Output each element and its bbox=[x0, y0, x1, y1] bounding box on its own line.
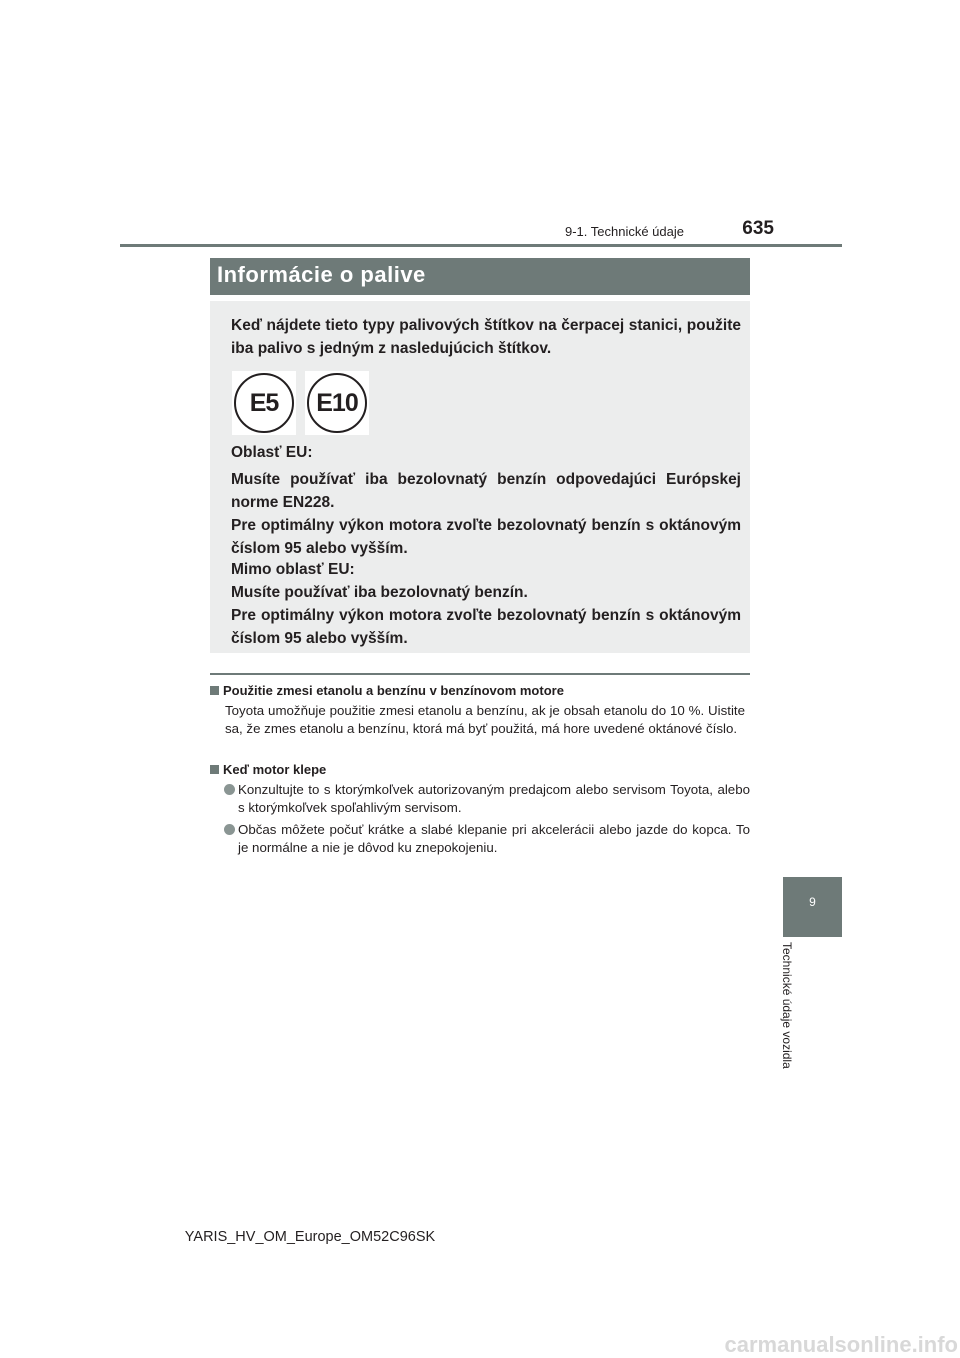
info-intro: Keď nájdete tieto typy palivových štítkov na čerpacej stanici, použite iba palivo s jedným z nasledujúcich štítkov. bbox=[231, 317, 741, 357]
square-bullet-icon bbox=[210, 765, 219, 774]
page-title: Informácie o palive bbox=[217, 262, 426, 287]
header-divider bbox=[120, 244, 842, 247]
fuel-label-e10 bbox=[305, 371, 369, 435]
section-title: 9-1. Technické údaje bbox=[564, 224, 684, 239]
chapter-number: 9 bbox=[809, 895, 816, 909]
page-footer bbox=[0, 1229, 960, 1245]
fuel-label-e10-icon: E10 bbox=[307, 373, 367, 433]
eu-heading: Oblasť EU: bbox=[231, 444, 313, 461]
title-bar bbox=[210, 258, 750, 295]
site-watermark: carmanualsonline.info bbox=[724, 1332, 958, 1357]
section-text-ethanol: Toyota umožňuje použitie zmesi etanolu a benzínu, ak je obsah etanolu do 10 %. Uistite sa, že zmes etanolu a benzínu, ktorá má byť použitá, má hore uvedené oktánové číslo. bbox=[225, 703, 745, 736]
chapter-side-label bbox=[778, 942, 810, 1102]
non-eu-text: Mimo oblasť EU: Musíte používať iba bezolovnatý benzín. Pre optimálny výkon motora zvoľte bezolovnatý benzín s oktánovým číslom 95 alebo vyšším. bbox=[231, 561, 741, 647]
section-divider bbox=[210, 673, 750, 675]
chapter-label-text: Technické údaje vozidla bbox=[780, 942, 794, 1069]
fuel-label-e5 bbox=[232, 371, 296, 435]
section-heading-ethanol-text: Použitie zmesi etanolu a benzínu v benzínovom motore bbox=[223, 683, 564, 698]
list-item-text: Občas môžete počuť krátke a slabé klepanie pri akcelerácii alebo jazde do kopca. To je normálne a nie je dôvod ku znepokojeniu. bbox=[238, 822, 750, 855]
chapter-tab bbox=[783, 877, 842, 937]
list-item-text: Konzultujte to s ktorýmkoľvek autorizovaným predajcom alebo servisom Toyota, alebo s ktorýmkoľvek spoľahlivým servisom. bbox=[238, 782, 750, 815]
page-number: 635 bbox=[742, 218, 774, 239]
page-header bbox=[120, 214, 842, 246]
section-heading-knock-text: Keď motor klepe bbox=[223, 762, 327, 777]
square-bullet-icon bbox=[210, 686, 219, 695]
circle-bullet-icon bbox=[224, 784, 235, 795]
footer-doc-code: YARIS_HV_OM_Europe_OM52C96SK bbox=[184, 1229, 436, 1245]
fuel-info-box bbox=[210, 301, 750, 653]
section-heading-knock bbox=[210, 762, 326, 777]
section-heading-ethanol bbox=[210, 683, 564, 698]
eu-text: Musíte používať iba bezolovnatý benzín odpovedajúci Európskej norme EN228. Pre optimálny výkon motora zvoľte bezolovnatý benzín s oktánovým číslom 95 alebo vyšším. bbox=[231, 471, 741, 557]
fuel-label-e5-icon: E5 bbox=[234, 373, 294, 433]
circle-bullet-icon bbox=[224, 824, 235, 835]
